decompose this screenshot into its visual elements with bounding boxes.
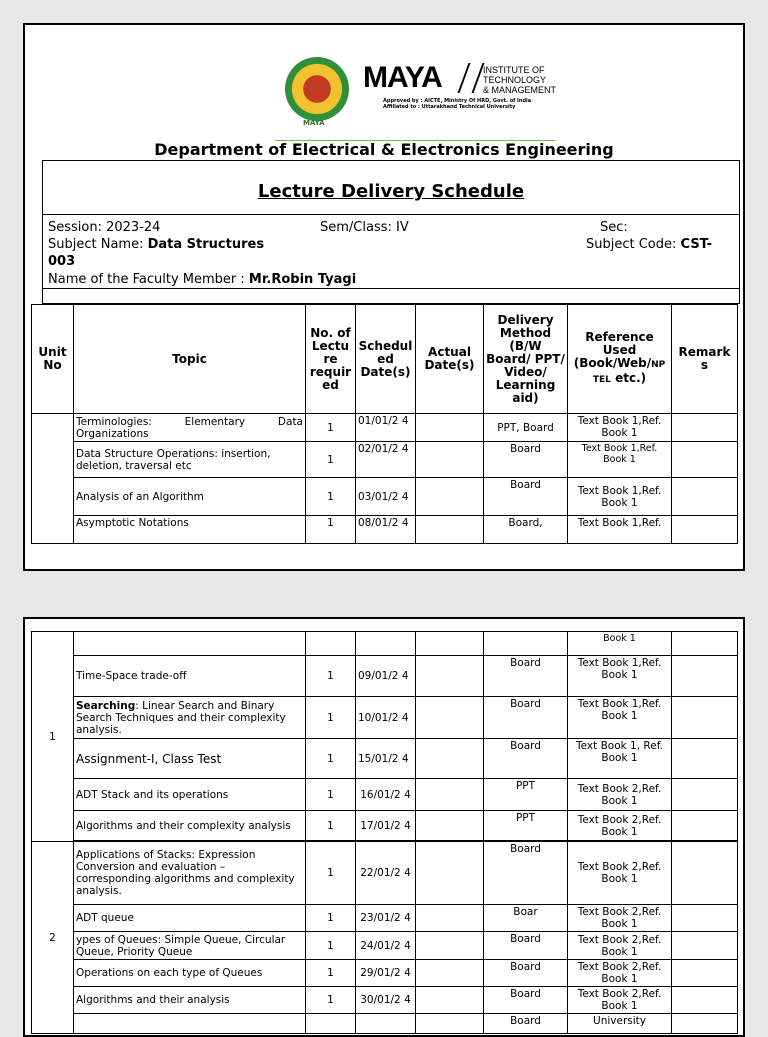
brand-sub-line: & MANAGEMENT	[483, 85, 557, 95]
table-row	[32, 932, 738, 960]
scheduled-date: 17/01/2 4	[356, 811, 416, 841]
actual-date	[416, 656, 484, 697]
table-row	[32, 987, 738, 1014]
faculty-label: Name of the Faculty Member :	[48, 272, 249, 287]
remarks	[672, 960, 738, 987]
topic-cell: Data Structure Operations: insertion, deletion, traversal etc	[74, 442, 306, 478]
header-delivery: Delivery Method (B/W Board/ PPT/ Video/ Learning aid)	[484, 305, 568, 414]
delivery-method: PPT, Board	[484, 414, 568, 442]
lecture-count: 1	[306, 905, 356, 932]
table-row	[32, 414, 738, 442]
lecture-count: 1	[306, 697, 356, 739]
reference: Text Book 1,Ref. Book 1	[568, 656, 672, 697]
lecture-count: 1	[306, 842, 356, 905]
brand-sub-line: INSTITUTE OF	[483, 65, 545, 75]
subject-label: Subject Name:	[48, 237, 148, 252]
remarks	[672, 516, 738, 544]
reference: Text Book 2,Ref. Book 1	[568, 842, 672, 905]
institute-logo	[285, 55, 575, 145]
code-label: Subject Code:	[586, 237, 681, 252]
scheduled-date: 10/01/2 4	[356, 697, 416, 739]
document-page-2	[23, 617, 745, 1037]
delivery-method: Board,	[484, 516, 568, 544]
schedule-title: Lecture Delivery Schedule	[257, 181, 525, 202]
actual-date	[416, 842, 484, 905]
brand-subtitle	[483, 65, 556, 95]
brand-name: MAYA	[363, 61, 442, 94]
reference: Text Book 1,Ref. Book 1	[568, 478, 672, 516]
lecture-count: 1	[306, 960, 356, 987]
remarks	[672, 656, 738, 697]
reference-end: etc.)	[610, 371, 647, 385]
actual-date	[416, 632, 484, 656]
reference: Text Book 2,Ref. Book 1	[568, 960, 672, 987]
table-row	[32, 811, 738, 841]
brand-sub-line: TECHNOLOGY	[483, 75, 547, 85]
delivery-method: Board	[484, 739, 568, 779]
table-row	[32, 516, 738, 544]
header-reference	[568, 305, 672, 414]
remarks	[672, 697, 738, 739]
scheduled-date: 08/01/2 4	[356, 516, 416, 544]
lecture-count: 1	[306, 478, 356, 516]
remarks	[672, 842, 738, 905]
unit-cell: 2	[32, 842, 74, 1034]
divider	[43, 288, 739, 289]
topic-cell	[74, 697, 306, 739]
actual-date	[416, 960, 484, 987]
remarks	[672, 905, 738, 932]
topic-cell: ADT queue	[74, 905, 306, 932]
scheduled-date: 29/01/2 4	[356, 960, 416, 987]
department-title: Department of Electrical & Electronics Engineering	[154, 140, 614, 159]
actual-date	[416, 414, 484, 442]
reference: Text Book 2,Ref. Book 1	[568, 779, 672, 811]
reference-text: Reference Used (Book/Web/	[573, 330, 654, 370]
reference: Text Book 1,Ref. Book 1	[568, 697, 672, 739]
topic-cell: Terminologies: Elementary Data Organizations	[74, 414, 306, 442]
header-unit: Unit No	[32, 305, 74, 414]
delivery-method: Board	[484, 932, 568, 960]
topic-cell: Operations on each type of Queues	[74, 960, 306, 987]
delivery-method: Board	[484, 697, 568, 739]
actual-date	[416, 697, 484, 739]
remarks	[672, 478, 738, 516]
delivery-method: Board	[484, 1014, 568, 1034]
approval-line: Approved by : AICTE, Ministry Of HRD, Govt. of India	[383, 98, 532, 104]
reference: Text Book 1,Ref.	[568, 516, 672, 544]
lecture-count: 1	[306, 987, 356, 1014]
delivery-method: Board	[484, 442, 568, 478]
lecture-count	[306, 632, 356, 656]
institute-seal-icon	[285, 57, 349, 121]
actual-date	[416, 478, 484, 516]
topic-cell: Asymptotic Notations	[74, 516, 306, 544]
header-actual: Actual Date(s)	[416, 305, 484, 414]
delivery-method: Board	[484, 842, 568, 905]
delivery-method: Boar	[484, 905, 568, 932]
divider	[43, 214, 739, 215]
reference: Text Book 2,Ref. Book 1	[568, 811, 672, 841]
header-remarks: Remark s	[672, 305, 738, 414]
faculty-name	[48, 272, 356, 287]
unit-cell	[32, 414, 74, 544]
remarks	[672, 739, 738, 779]
table-row	[32, 478, 738, 516]
lecture-count: 1	[306, 516, 356, 544]
session-label: Session: 2023-24	[48, 220, 161, 235]
table-header-row	[32, 305, 738, 414]
topic-cell: Applications of Stacks: Expression Conversion and evaluation – corresponding algorithms and complexity analysis.	[74, 842, 306, 905]
delivery-method: Board	[484, 478, 568, 516]
schedule-table	[31, 304, 738, 544]
subject-code-cont: 003	[48, 254, 76, 269]
topic-cell: ADT Stack and its operations	[74, 779, 306, 811]
faculty-value: Mr.Robin Tyagi	[248, 272, 357, 287]
lecture-count: 1	[306, 739, 356, 779]
delivery-method: Board	[484, 960, 568, 987]
reference-small: NP TEL	[592, 360, 666, 385]
table-row	[32, 960, 738, 987]
delivery-method	[484, 632, 568, 656]
scheduled-date: 22/01/2 4	[356, 842, 416, 905]
header-box	[42, 160, 740, 304]
reference: Text Book 2,Ref. Book 1	[568, 932, 672, 960]
lecture-count: 1	[306, 414, 356, 442]
table-row	[32, 842, 738, 905]
topic-cell: Algorithms and their complexity analysis	[74, 811, 306, 841]
lecture-count: 1	[306, 656, 356, 697]
unit-cell: 1	[32, 632, 74, 842]
delivery-method: Board	[484, 656, 568, 697]
lecture-count: 1	[306, 932, 356, 960]
scheduled-date	[356, 632, 416, 656]
reference: Book 1	[568, 632, 672, 656]
scheduled-date: 16/01/2 4	[356, 779, 416, 811]
reference: Text Book 1, Ref. Book 1	[568, 739, 672, 779]
document-page-1	[23, 23, 745, 571]
scheduled-date: 24/01/2 4	[356, 932, 416, 960]
remarks	[672, 811, 738, 841]
header-lectures: No. of Lectu re requir ed	[306, 305, 356, 414]
topic-bold: Searching	[76, 699, 136, 712]
table-row	[32, 779, 738, 811]
topic-cell: Analysis of an Algorithm	[74, 478, 306, 516]
header-topic: Topic	[74, 305, 306, 414]
reference: Text Book 1,Ref. Book 1	[568, 414, 672, 442]
brand-bars	[458, 63, 485, 93]
actual-date	[416, 905, 484, 932]
approval-line: Affiliated to : Uttarakhand Technical University	[383, 104, 516, 110]
actual-date	[416, 811, 484, 841]
remarks	[672, 442, 738, 478]
remarks	[672, 779, 738, 811]
actual-date	[416, 516, 484, 544]
reference: University	[568, 1014, 672, 1034]
topic-cell: Algorithms and their analysis	[74, 987, 306, 1014]
scheduled-date: 03/01/2 4	[356, 478, 416, 516]
scheduled-date: 02/01/2 4	[356, 442, 416, 478]
lecture-count: 1	[306, 779, 356, 811]
topic-text: : Linear Search and Binary Search Techniques and their complexity analysis.	[76, 699, 286, 736]
sec-label: Sec:	[600, 220, 628, 235]
actual-date	[416, 739, 484, 779]
code-value: CST-	[680, 237, 713, 252]
topic-cell: Time-Space trade-off	[74, 656, 306, 697]
scheduled-date: 23/01/2 4	[356, 905, 416, 932]
scheduled-date: 15/01/2 4	[356, 739, 416, 779]
table-row	[32, 656, 738, 697]
scheduled-date: 30/01/2 4	[356, 987, 416, 1014]
topic-cell: ypes of Queues: Simple Queue, Circular Queue, Priority Queue	[74, 932, 306, 960]
remarks	[672, 987, 738, 1014]
sem-label: Sem/Class: IV	[320, 220, 409, 235]
remarks	[672, 414, 738, 442]
delivery-method: PPT	[484, 811, 568, 841]
reference: Text Book 1,Ref. Book 1	[568, 442, 672, 478]
actual-date	[416, 932, 484, 960]
topic-cell	[74, 632, 306, 656]
lecture-count: 1	[306, 811, 356, 841]
remarks	[672, 932, 738, 960]
delivery-method: PPT	[484, 779, 568, 811]
table-row	[32, 739, 738, 779]
scheduled-date: 01/01/2 4	[356, 414, 416, 442]
approval-text	[383, 98, 531, 110]
remarks	[672, 632, 738, 656]
table-row	[32, 905, 738, 932]
lecture-count: 1	[306, 442, 356, 478]
topic-cell: Assignment-I, Class Test	[74, 739, 306, 779]
actual-date	[416, 987, 484, 1014]
seal-text: MAYA	[303, 119, 325, 127]
reference: Text Book 2,Ref. Book 1	[568, 905, 672, 932]
schedule-table-continued	[31, 631, 738, 1034]
subject-name	[48, 237, 264, 252]
scheduled-date: 09/01/2 4	[356, 656, 416, 697]
actual-date	[416, 779, 484, 811]
table-row	[32, 442, 738, 478]
table-row	[32, 697, 738, 739]
table-row	[32, 632, 738, 656]
header-scheduled: Schedul ed Date(s)	[356, 305, 416, 414]
delivery-method: Board	[484, 987, 568, 1014]
actual-date	[416, 442, 484, 478]
subject-code	[586, 237, 712, 252]
reference: Text Book 2,Ref. Book 1	[568, 987, 672, 1014]
subject-value: Data Structures	[147, 237, 265, 252]
